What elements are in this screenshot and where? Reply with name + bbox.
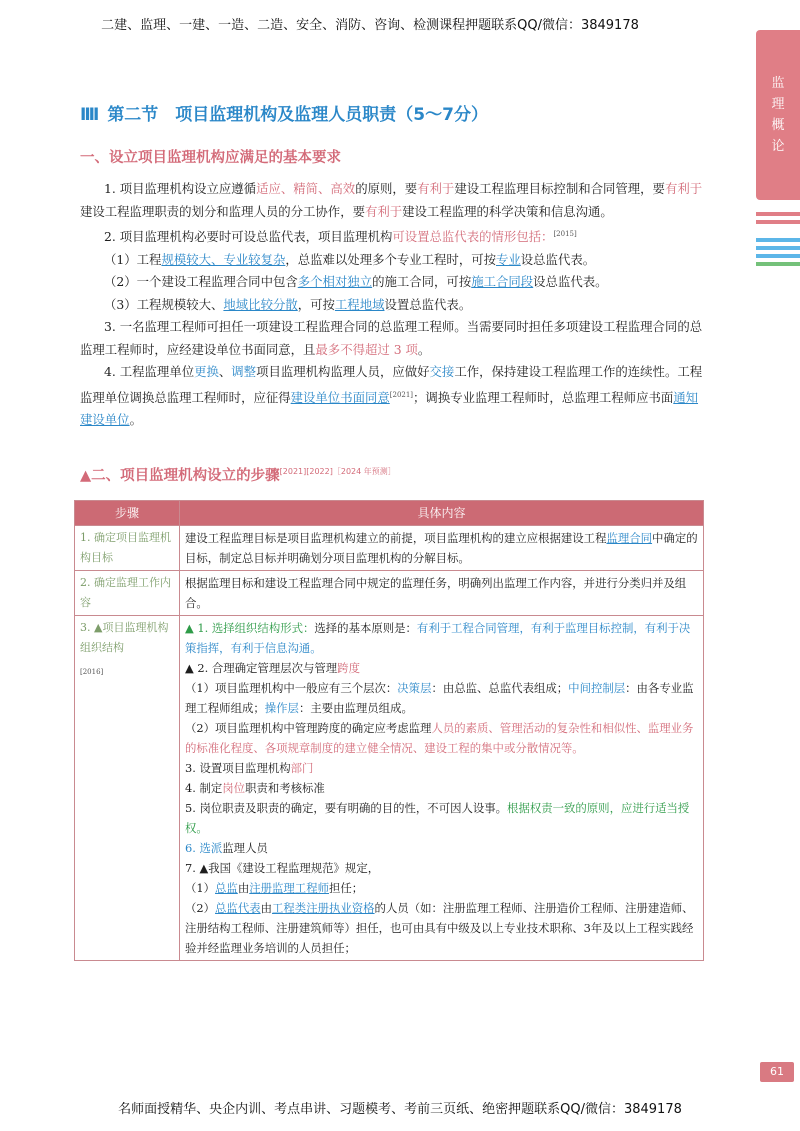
content-line: （2）总监代表由工程类注册执业资格的人员（如：注册监理工程师、注册造价工程师、注册建造师、注册结构工程师、注册建筑师等）担任，也可由具有中级及以上专业技术职称、3年及以上工程实践经验并经监理业务培训的人员担任；: [185, 901, 694, 955]
stripe: [756, 262, 800, 266]
section-title: [80, 100, 488, 125]
body-text: [80, 178, 710, 432]
content-cell: 建设工程监理目标是项目监理机构建立的前提，项目监理机构的建立应根据建设工程监理合同中确定的目标，制定总目标并明确划分项目监理机构的分解目标。: [180, 526, 704, 571]
side-tab-char: 监: [771, 76, 785, 91]
content-line: ▲ 2. 合理确定管理层次与管理跨度: [185, 661, 360, 675]
table-row: [75, 616, 704, 961]
side-tab-char: 论: [771, 139, 785, 154]
paragraph-1: 1. 项目监理机构设立应遵循适应、精简、高效的原则，要有利于建设工程监理目标控制和合同管理，要有利于建设工程监理职责的划分和监理人员的分工协作，要有利于建设工程监理的科学决策和信息沟通。: [80, 181, 703, 219]
paragraph-4: 4. 工程监理单位更换、调整项目监理机构监理人员，应做好交接工作，保持建设工程监理工作的连续性。工程监理单位调换总监理工程师时，应征得建设单位书面同意[2021]；调换专业监理工程师时，总监理工程师应书面通知建设单位。: [80, 364, 703, 428]
paragraph-2: 2. 项目监理机构必要时可设总监代表，项目监理机构可设置总监代表的情形包括：[2015]: [104, 229, 577, 245]
column-header-content: 具体内容: [180, 501, 704, 526]
section-bars-icon: IIII: [80, 105, 98, 125]
content-line: 6. 选派监理人员: [185, 841, 268, 855]
content-line: 7. ▲我国《建设工程监理规范》规定，: [185, 861, 380, 875]
side-tab-char: 理: [771, 97, 785, 112]
heading-basic-requirements: 一、设立项目监理机构应满足的基本要求: [80, 150, 341, 166]
content-cell: [180, 616, 704, 961]
content-line: （2）项目监理机构中管理跨度的确定应考虑监理人员的素质、管理活动的复杂性和相似性、监理业务的标准化程度、各项规章制度的建立健全情况、建设工程的集中或分散情况等。: [185, 721, 694, 755]
side-tab-char: 概: [771, 118, 785, 133]
section-title-text: 第二节 项目监理机构及监理人员职责（5～7分）: [107, 105, 488, 125]
paragraph-2-item-3: （3）工程规模较大、地域比较分散，可按工程地域设置总监代表。: [104, 296, 472, 312]
step-cell: 1. 确定项目监理机构目标: [75, 526, 180, 571]
table-row: [75, 571, 704, 616]
content-line: （1）总监由注册监理工程师担任；: [185, 881, 364, 895]
stripe: [756, 246, 800, 250]
step-cell: 3. ▲项目监理机构组织结构 $_{[2016]}$: [75, 616, 180, 961]
content-line: 4. 制定岗位职责和考核标准: [185, 781, 325, 795]
step-cell: 2. 确定监理工作内容: [75, 571, 180, 616]
table-header-row: [75, 501, 704, 526]
top-ad-banner: 二建、监理、一建、一造、二造、安全、消防、咨询、检测课程押题联系QQ/微信：3849178: [101, 18, 639, 33]
content-line: 5. 岗位职责及职责的确定，要有明确的目的性，不可因人设事。根据权责一致的原则，应进行适当授权。: [185, 801, 690, 835]
stripe: [756, 220, 800, 224]
chapter-side-tab: [756, 30, 800, 200]
stripe: [756, 238, 800, 242]
content-line: ▲ 1. 选择组织结构形式：选择的基本原则是：有利于工程合同管理，有利于监理目标控制，有利于决策指挥，有利于信息沟通。: [185, 621, 691, 655]
column-header-step: 步骤: [75, 501, 180, 526]
heading-setup-steps: ▲二、项目监理机构设立的步骤$^{[2021][2022][2024 年预测]}$: [80, 467, 396, 484]
stripe: [756, 254, 800, 258]
heading-refs: [2021][2022]［2024 年预测］: [279, 467, 396, 477]
stripe: [756, 212, 800, 216]
page-number: 61: [760, 1062, 794, 1082]
content-cell: 根据监理目标和建设工程监理合同中规定的监理任务，明确列出监理工作内容，并进行分类归并及组合。: [180, 571, 704, 616]
color-stripes: [756, 212, 800, 270]
content-line: （1）项目监理机构中一般应有三个层次：决策层：由总监、总监代表组成；中间控制层：由各专业监理工程师组成；操作层：主要由监理员组成。: [185, 681, 694, 715]
bottom-ad-banner: 名师面授精华、央企内训、考点串讲、习题模考、考前三页纸、绝密押题联系QQ/微信：3849178: [118, 1102, 682, 1117]
setup-steps-table: [74, 500, 704, 961]
stripe-gap: [756, 228, 800, 234]
paragraph-2-item-2: （2）一个建设工程监理合同中包含多个相对独立的施工合同，可按施工合同段设总监代表。: [104, 274, 608, 290]
paragraph-3: 3. 一名监理工程师可担任一项建设工程监理合同的总监理工程师。当需要同时担任多项建设工程监理合同的总监理工程师时，应经建设单位书面同意，且最多不得超过 3 项。: [80, 319, 703, 357]
content-line: 3. 设置项目监理机构部门: [185, 761, 314, 775]
table-row: [75, 526, 704, 571]
paragraph-2-item-1: （1）工程规模较大、专业较复杂，总监难以处理多个专业工程时，可按专业设总监代表。: [104, 251, 596, 267]
